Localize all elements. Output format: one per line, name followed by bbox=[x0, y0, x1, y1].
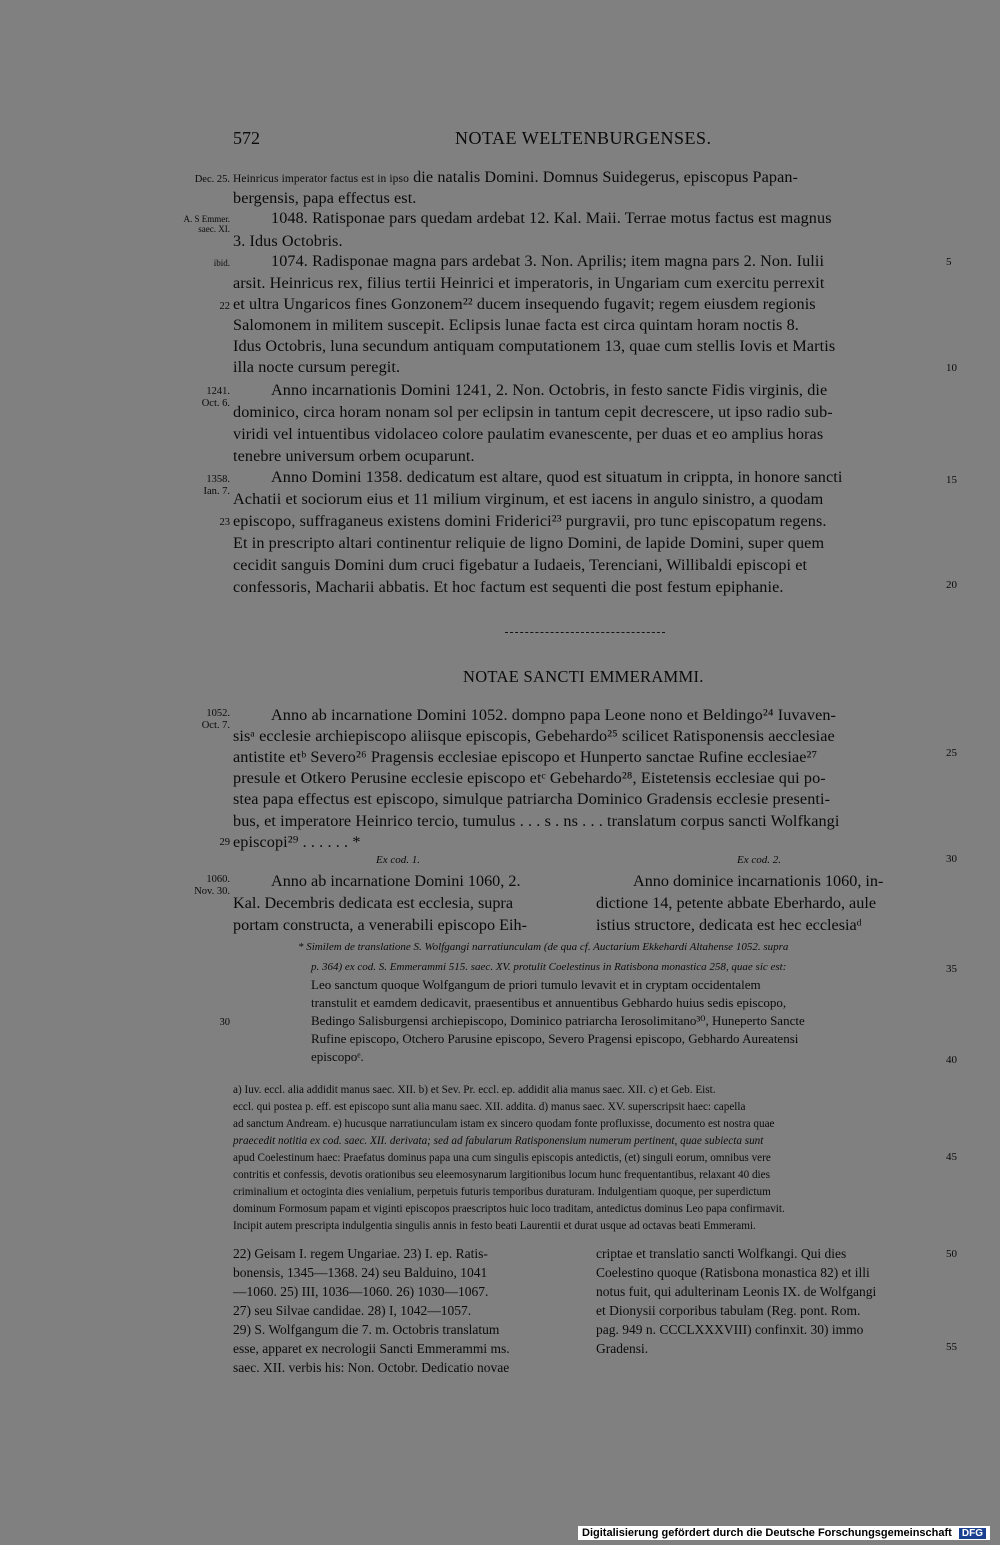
edition-label: Ex cod. 1. bbox=[376, 854, 420, 866]
line-number: 20 bbox=[946, 579, 957, 591]
margin-date-day: Nov. 30. bbox=[194, 886, 230, 897]
text-line: antistite etᵇ Severo²⁶ Pragensis ecclesiae episcopo et Hunperto sanctae Rufine ecclesiae²⁷ bbox=[233, 748, 818, 766]
text-line: 1048. Ratisponae pars quedam ardebat 12. Kal. Maii. Terrae motus factus est magnus bbox=[271, 209, 832, 227]
text-line: Achatii et sociorum eius et 11 milium virginum, et est iacens in angulo sinistro, a quodam bbox=[233, 490, 824, 508]
dfg-logo: DFG bbox=[959, 1528, 986, 1539]
footnote-line: criminalium et octoginta dies venialium, perpetuis futuris temporibus duraturam. Indulgentiam quoque, per superdictum bbox=[233, 1186, 771, 1198]
text-line: Anno ab incarnatione Domini 1052. dompno papa Leone nono et Beldingo²⁴ Iuvaven- bbox=[271, 706, 837, 724]
numbered-note-line: bonensis, 1345—1368. 24) seu Balduino, 1041 bbox=[233, 1265, 488, 1280]
margin-date-day: Oct. 6. bbox=[201, 398, 230, 409]
text-line: illa nocte cursum peregit. bbox=[233, 358, 401, 376]
numbered-note-line: 27) seu Silvae candidae. 28) I, 1042—1057. bbox=[233, 1303, 472, 1318]
funding-text: Digitalisierung gefördert durch die Deutsche Forschungsgemeinschaft bbox=[582, 1527, 952, 1539]
star-note-line: transtulit et eamdem dedicavit, praesentibus et annuentibus Gebhardo huius sedis episcopo, bbox=[311, 995, 787, 1010]
text-line: bergensis, papa effectus est. bbox=[233, 189, 417, 207]
text-line bbox=[233, 167, 798, 190]
line-number: 15 bbox=[946, 474, 957, 486]
text-line: cecidit sanguis Domini dum cruci figebatur a Iudaeis, Terenciani, Willibaldi episcopi et bbox=[233, 556, 808, 574]
text-line: Salomonem in militem suscepit. Eclipsis lunae facta est circa quintam horam noctis 8. bbox=[233, 316, 799, 334]
line-number: 30 bbox=[946, 853, 957, 865]
running-title: NOTAE WELTENBURGENSES. bbox=[455, 128, 712, 148]
margin-date: 1052. bbox=[206, 708, 230, 719]
text-span: die natalis Domini. Domnus Suidegerus, episcopus Papan- bbox=[413, 168, 799, 186]
star-note-line: Leo sanctum quoque Wolfgangum de priori tumulo levavit et in cryptam occidentalem bbox=[311, 977, 761, 992]
footnote-line: contritis et confessis, devotis orationibus seu eleemosynarum largitionibus locum hunc frequentantibus, relaxant 40 dies bbox=[233, 1169, 770, 1181]
text-line: Kal. Decembris dedicata est ecclesia, supra bbox=[233, 894, 514, 912]
text-line: Anno dominice incarnationis 1060, in- bbox=[633, 872, 884, 890]
text-line: et ultra Ungaricos fines Gonzonem²² ducem insequendo fugavit; regem eiusdem regionis bbox=[233, 295, 816, 313]
numbered-note-line: 29) S. Wolfgangum die 7. m. Octobris translatum bbox=[233, 1322, 500, 1337]
text-line: sisᵃ ecclesie archiepiscopo aliisque episcopis, Gebehardo²⁵ scilicet Ratisponensis aecclesiae bbox=[233, 727, 835, 745]
text-line: tenebre universum orbem ocuparunt. bbox=[233, 447, 475, 465]
text-line: arsit. Heinricus rex, filius tertii Heinrici et imperatoris, in Ungariam cum exercitu perrexit bbox=[233, 274, 825, 292]
text-line: presule et Otkero Perusine ecclesie episcopo etᶜ Gebehardo²⁸, Eistetensis ecclesiae qui po- bbox=[233, 769, 826, 787]
text-line: Anno incarnationis Domini 1241, 2. Non. Octobris, in festo sancte Fidis virginis, die bbox=[271, 381, 828, 399]
line-number: 35 bbox=[946, 963, 957, 975]
numbered-note-line: et Dionysii corporibus tabulam (Reg. pont. Rom. bbox=[596, 1303, 861, 1318]
footnote-line: ad sanctum Andream. e) hucusque narratiunculam istam ex sincero quodam fonte profluxisse, documento est nostra quae bbox=[233, 1118, 775, 1130]
text-line: dominico, circa horam nonam sol per eclipsin in tantum cepit decrescere, ut ipso radio sub- bbox=[233, 403, 833, 421]
numbered-note-line: Gradensi. bbox=[596, 1341, 649, 1356]
margin-date: 1241. bbox=[206, 386, 230, 397]
numbered-note-line: saec. XII. verbis his: Non. Octobr. Dedicatio novae bbox=[233, 1360, 510, 1375]
margin-note-ref: 22 bbox=[219, 301, 230, 312]
star-note-line: Bedingo Salisburgensi archiepiscopo, Dominico patriarcha Ierosolimitano³⁰, Huneperto Sancte bbox=[311, 1013, 805, 1028]
numbered-note-line: pag. 949 n. CCCLXXXVIII) confinxit. 30) immo bbox=[596, 1322, 864, 1337]
footnote-line: dominum Formosum papam et viginti episcopos praescriptos huic loco traditam, antedictus dominus Leo papa confirmavit. bbox=[233, 1203, 785, 1215]
text-line: 1074. Radisponae magna pars ardebat 3. Non. Aprilis; item magna pars 2. Non. Iulii bbox=[271, 252, 825, 270]
star-note-line: episcopoᵉ. bbox=[311, 1049, 364, 1064]
margin-date: Dec. 25. bbox=[194, 174, 230, 185]
numbered-note-line: —1060. 25) III, 1036—1060. 26) 1030—1067. bbox=[233, 1284, 489, 1299]
numbered-note-line: 22) Geisam I. regem Ungariae. 23) I. ep. Ratis- bbox=[233, 1246, 488, 1261]
text-line: dictione 14, petente abbate Eberhardo, aule bbox=[596, 894, 877, 912]
text-line: episcopo, suffraganeus existens domini Friderici²³ purgravii, pro tunc episcopatum regens. bbox=[233, 512, 827, 530]
page-number: 572 bbox=[233, 128, 260, 148]
star-note-line: p. 364) ex cod. S. Emmerammi 515. saec. XV. protulit Coelestinus in Ratisbona monastica 258, quae sic est: bbox=[311, 961, 787, 973]
margin-date: 1358. bbox=[206, 474, 230, 485]
margin-note-ref: 30 bbox=[219, 1017, 230, 1028]
text-line: Idus Octobris, luna secundum antiquam computationem 13, quae cum stellis Iovis et Martis bbox=[233, 337, 836, 355]
footnote-line: Incipit autem prescripta indulgentia singulis annis in festo beati Laurentii et durat usque ad octavas beati Emmerami. bbox=[233, 1220, 756, 1232]
footnote-line: apud Coelestinum haec: Praefatus dominus papa una cum singulis episcopis antedictis, (et) singuli eorum, omnibus vere bbox=[233, 1152, 771, 1164]
margin-ibid: ibid. bbox=[213, 258, 230, 268]
funding-banner bbox=[578, 1526, 990, 1540]
numbered-note-line: Coelestino quoque (Ratisbona monastica 82) et illi bbox=[596, 1265, 870, 1280]
line-number: 50 bbox=[946, 1248, 957, 1260]
numbered-note-line: notus fuit, qui adulterinam Leonis IX. de Wolfgangi bbox=[596, 1284, 877, 1299]
text-line: Anno ab incarnatione Domini 1060, 2. bbox=[271, 872, 521, 890]
star-note-line: * Similem de translatione S. Wolfgangi narratiunculam (de qua cf. Auctarium Ekkehardi Altahense 1052. supra bbox=[298, 941, 789, 953]
numbered-note-line: criptae et translatio sancti Wolfkangi. Qui dies bbox=[596, 1246, 847, 1261]
line-number: 25 bbox=[946, 747, 957, 759]
text-line: bus, et imperatore Heinrico tercio, tumulus . . . s . ns . . . translatum corpus sancti Wolfkangi bbox=[233, 812, 840, 830]
footnote-line: a) Iuv. eccl. alia addidit manus saec. XII. b) et Sev. Pr. eccl. ep. addidit alia manus saec. XII. c) et Geb. Eist. bbox=[233, 1084, 716, 1096]
numbered-note-line: esse, apparet ex necrologii Sancti Emmerammi ms. bbox=[233, 1341, 510, 1356]
text-line: episcopi²⁹ . . . . . . * bbox=[233, 833, 361, 851]
section-divider bbox=[505, 632, 665, 633]
margin-note-ref: 29 bbox=[219, 837, 230, 848]
margin-source: A. S Emmer. bbox=[183, 214, 230, 224]
text-line: istius structore, dedicata est hec ecclesiaᵈ bbox=[596, 916, 862, 934]
star-note-line: Rufine episcopo, Otchero Parusine episcopo, Severo Pragensi episcopo, Gebhardo Aureatensi bbox=[311, 1031, 799, 1046]
margin-date-day: Ian. 7. bbox=[203, 486, 230, 497]
text-line: stea papa effectus est episcopo, simulque patriarcha Dominico Gradensis ecclesie presenti- bbox=[233, 790, 831, 808]
footnote-line: eccl. qui postea p. eff. est episcopo sunt alia manu saec. XII. addita. d) manus saec. XV. superscripsit haec: capella bbox=[233, 1101, 746, 1113]
edition-label: Ex cod. 2. bbox=[737, 854, 781, 866]
margin-source-2: saec. XI. bbox=[198, 224, 230, 234]
text-line: Anno Domini 1358. dedicatum est altare, quod est situatum in crippta, in honore sancti bbox=[271, 468, 843, 486]
margin-note-ref: 23 bbox=[219, 517, 230, 528]
footnote-line: praecedit notitia ex cod. saec. XII. derivata; sed ad fabularum Ratisponensium numerum pertinent, quae subiecta sunt bbox=[233, 1135, 764, 1147]
text-line: confessoris, Macharii abbatis. Et hoc factum est sequenti die post festum epiphanie. bbox=[233, 578, 784, 596]
line-number: 55 bbox=[946, 1341, 957, 1353]
line-number: 40 bbox=[946, 1054, 957, 1066]
running-head bbox=[233, 128, 943, 158]
text-line: viridi vel intuentibus vidolaceo colore paulatim evanescente, per duas et eo amplius horas bbox=[233, 425, 824, 443]
margin-date-day: Oct. 7. bbox=[201, 720, 230, 731]
text-line: portam constructa, a venerabili episcopo Eih- bbox=[233, 916, 527, 934]
small-text: Heinricus imperator factus est in ipso bbox=[233, 173, 409, 185]
line-number: 5 bbox=[946, 256, 952, 268]
line-number: 10 bbox=[946, 362, 957, 374]
line-number: 45 bbox=[946, 1151, 957, 1163]
section-title: NOTAE SANCTI EMMERAMMI. bbox=[463, 667, 704, 686]
text-line: Et in prescripto altari continentur reliquie de ligno Domini, de lapide Domini, super quem bbox=[233, 534, 825, 552]
margin-date: 1060. bbox=[206, 874, 230, 885]
text-line: 3. Idus Octobris. bbox=[233, 232, 343, 250]
